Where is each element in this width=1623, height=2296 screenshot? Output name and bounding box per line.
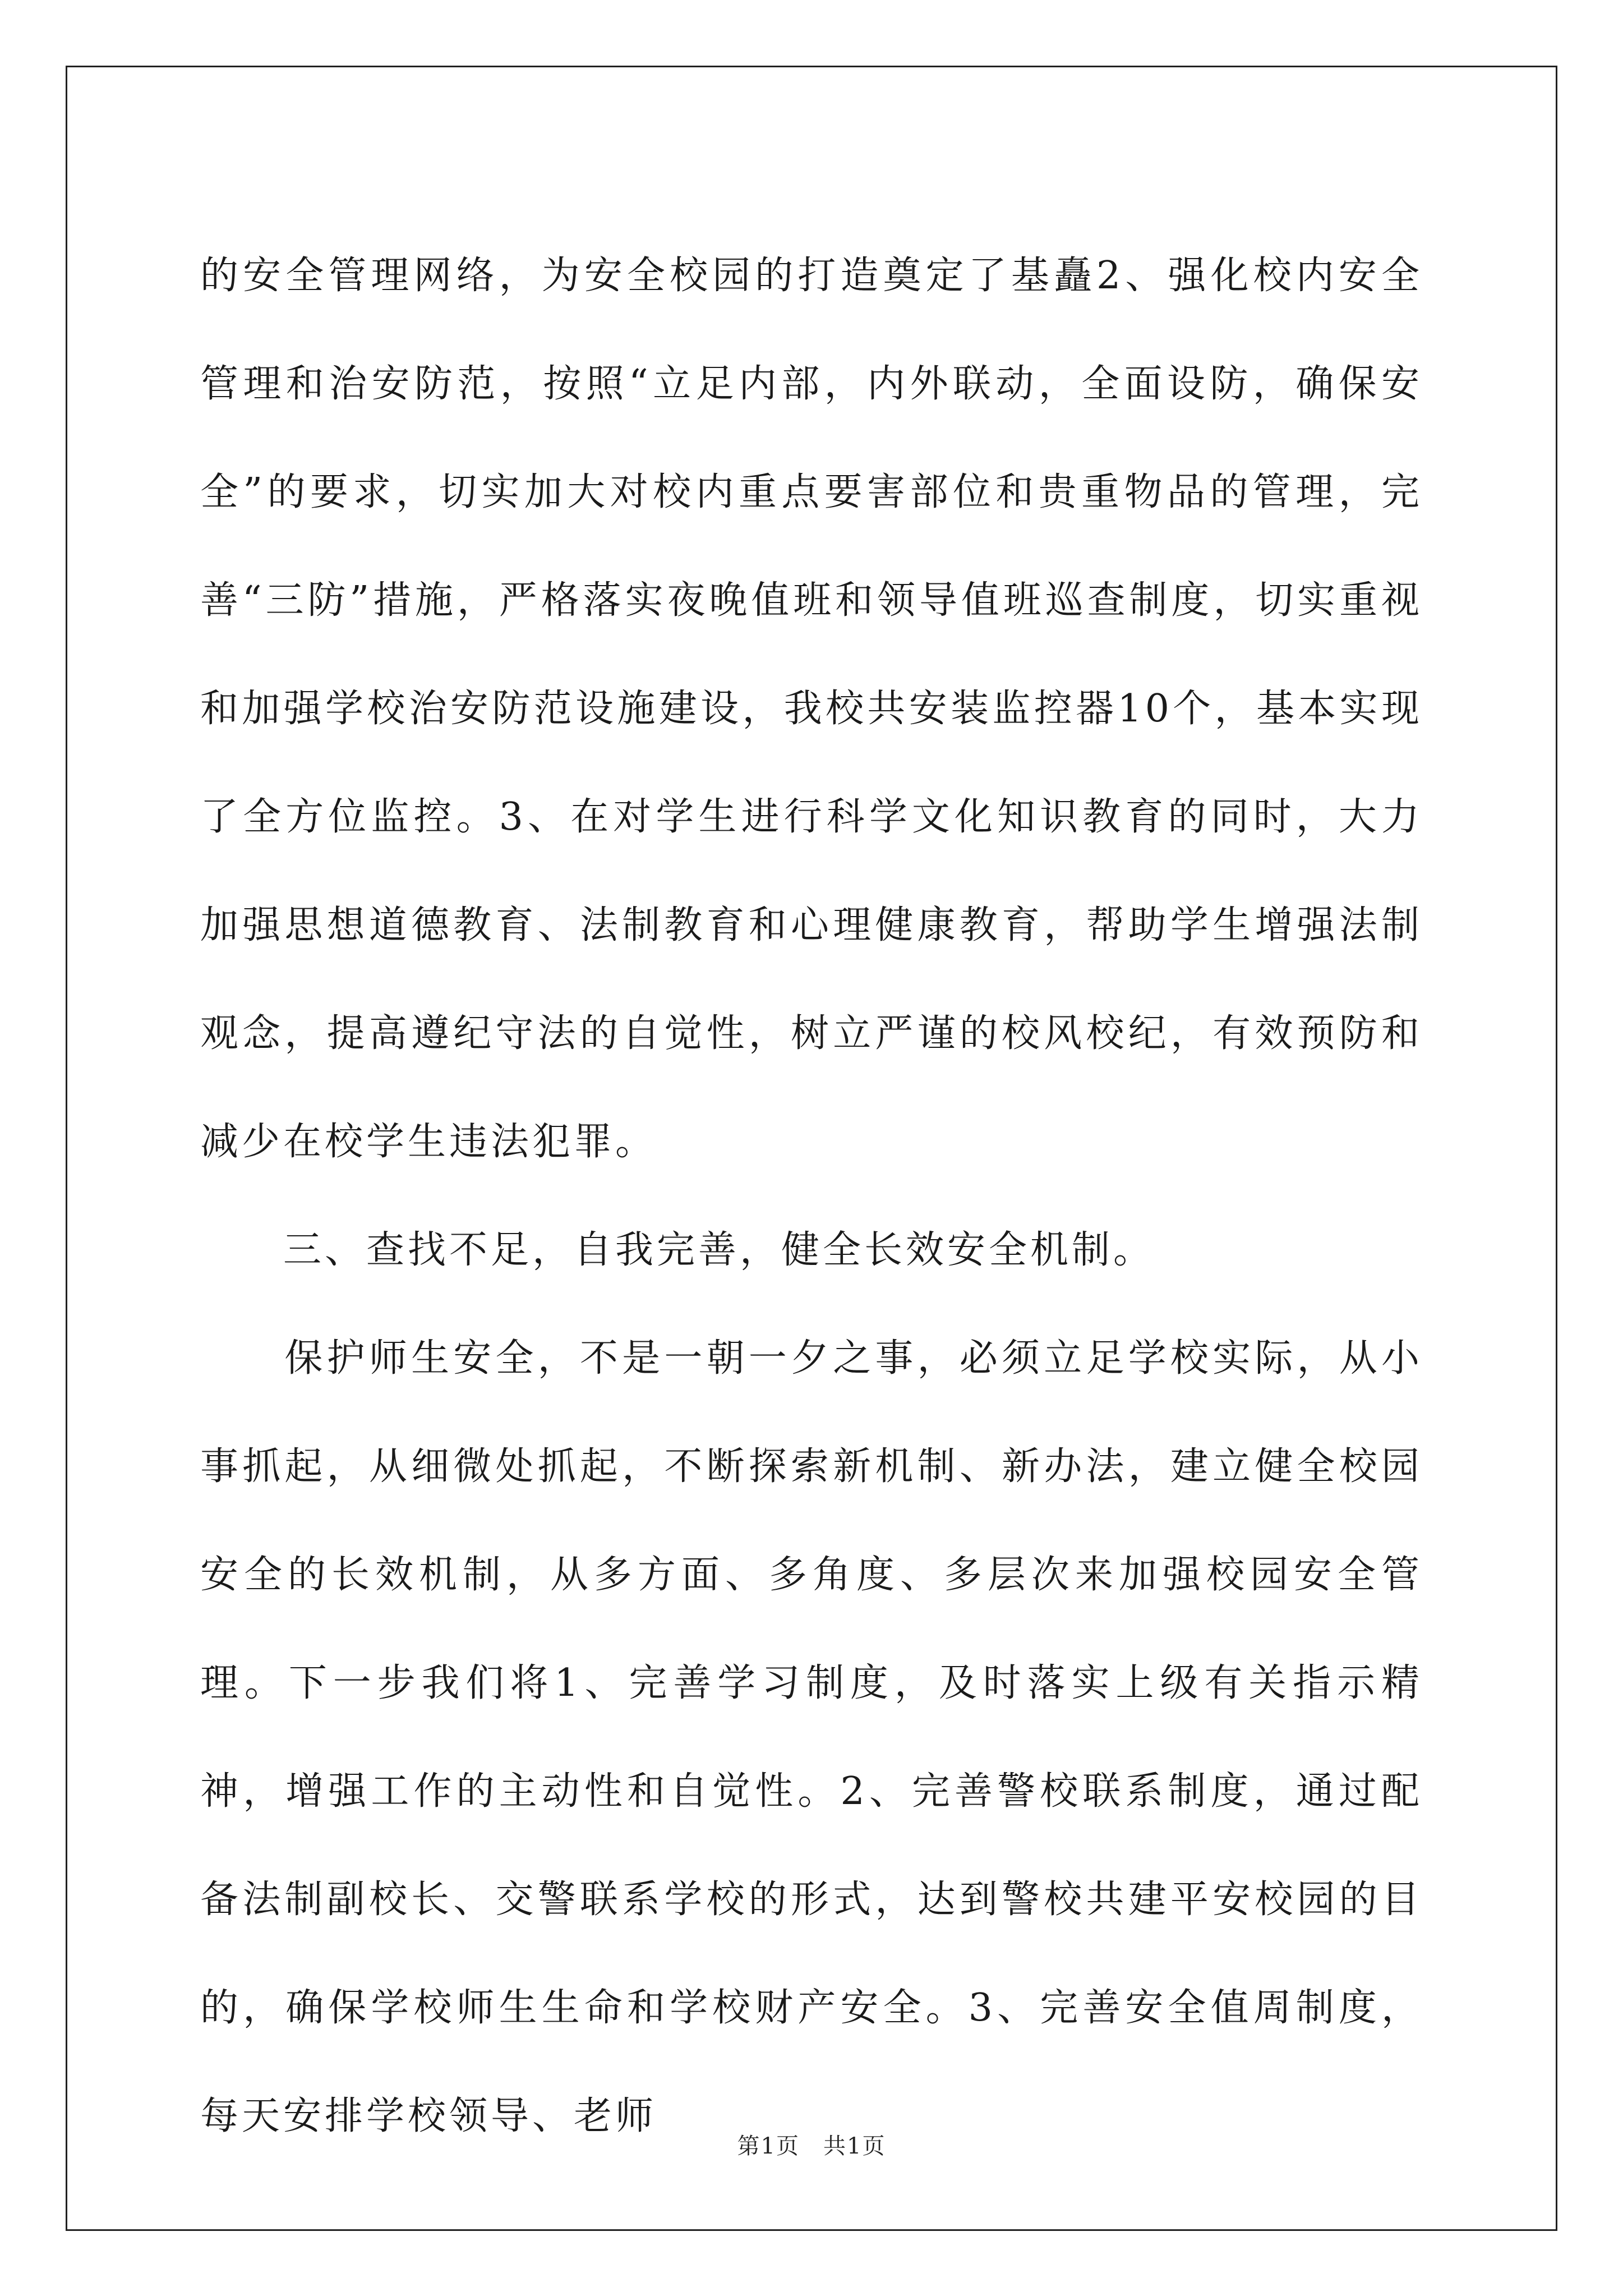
section-heading-three: 三、查找不足，自我完善，健全长效安全机制。 [200,1228,1155,1272]
paragraph-campus-security: 的安全管理网络，为安全校园的打造奠定了基矗2、强化校内安全管理和治安防范，按照“立足内部，内外联动，全面设防，确保安全”的要求，切实加大对校内重点要害部位和贵重物品的管理，完善“三防”措施，严格落实夜晚值班和领导值班巡查制度，切实重视和加强学校治安防范设施建设，我校共安装监控器10个，基本实现了全方位监控。3、在对学生进行科学文化知识教育的同时，大力加强思想道德教育、法制教育和心理健康教育，帮助学生增强法制观念，提高遵纪守法的自觉性，树立严谨的校风校纪，有效预防和减少在校学生违法犯罪。 [200,254,1423,1164]
document-body [200,222,1423,2170]
page-number-footer: 第1页 共1页 [737,2133,886,2159]
paragraph-long-term-mechanism: 保护师生安全，不是一朝一夕之事，必须立足学校实际，从小事抓起，从细微处抓起，不断探索新机制、新办法，建立健全校园安全的长效机制，从多方面、多角度、多层次来加强校园安全管理。下一步我们将1、完善学习制度，及时落实上级有关指示精神，增强工作的主动性和自觉性。2、完善警校联系制度，通过配备法制副校长、交警联系学校的形式，达到警校共建平安校园的目的，确保学校师生生命和学校财产安全。3、完善安全值周制度，每天安排学校领导、老师 [200,1336,1423,2138]
